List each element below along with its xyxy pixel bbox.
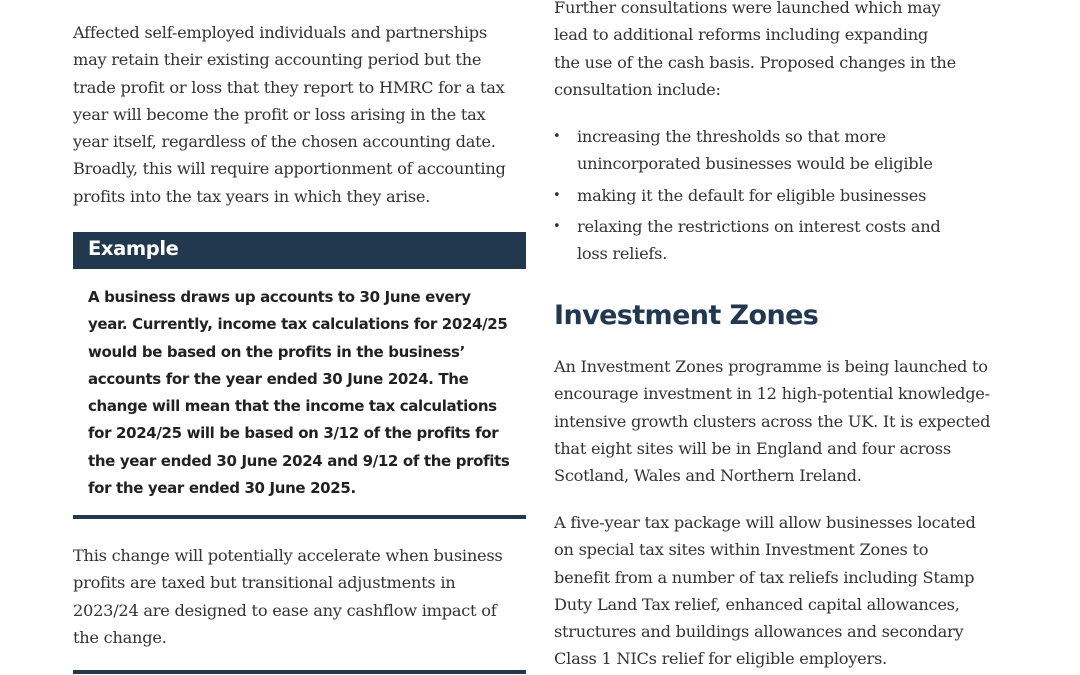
text-line: profits are taxed but transitional adjustments in	[73, 573, 456, 593]
consultation-paragraph	[554, 0, 956, 103]
text-line: loss reliefs.	[577, 244, 668, 264]
after-example-paragraph	[73, 542, 502, 651]
list-item	[553, 213, 941, 268]
text-line: the change.	[73, 627, 167, 647]
text-line: profits into the tax years in which they arise.	[73, 186, 431, 206]
text-line: This change will potentially accelerate when business	[73, 546, 503, 565]
text-line: for 2024/25 will be based on 3/12 of the profits for	[88, 424, 499, 443]
text-line: relaxing the restrictions on interest costs and	[577, 216, 941, 236]
text-line: making it the default for eligible businesses	[577, 185, 927, 205]
list-item-text	[577, 182, 941, 209]
bullet-icon: •	[553, 129, 561, 144]
proposed-changes-list	[553, 123, 941, 271]
list-item-text	[577, 213, 941, 268]
text-line: for the year ended 30 June 2025.	[88, 479, 356, 498]
text-line: Affected self-employed individuals and partnerships	[73, 23, 487, 42]
list-item	[553, 182, 941, 209]
example-bottom-divider	[73, 515, 526, 519]
text-line: 2023/24 are designed to ease any cashflow impact of	[73, 600, 497, 620]
text-line: Further consultations were launched which may	[554, 0, 941, 17]
text-line: lead to additional reforms including expanding	[554, 25, 929, 45]
text-line: the year ended 30 June 2024 and 9/12 of the profits	[88, 451, 510, 470]
text-line: on special tax sites within Investment Zones to	[554, 540, 929, 560]
text-line: year itself, regardless of the chosen accounting date.	[73, 132, 496, 152]
investment-zones-paragraph	[554, 353, 990, 489]
text-line: Duty Land Tax relief, enhanced capital allowances,	[554, 594, 960, 614]
text-line: structures and buildings allowances and secondary	[554, 622, 964, 642]
intro-paragraph	[73, 19, 506, 210]
text-line: year will become the profit or loss arising in the tax	[73, 104, 486, 124]
text-line: benefit from a number of tax reliefs including Stamp	[554, 567, 975, 587]
text-line: the use of the cash basis. Proposed changes in the	[554, 52, 956, 72]
text-line: A five-year tax package will allow businesses located	[554, 513, 976, 532]
text-line: increasing the thresholds so that more	[577, 127, 886, 146]
text-line: Broadly, this will require apportionment of accounting	[73, 159, 506, 179]
example-title: Example	[88, 237, 179, 260]
bullet-icon: •	[553, 218, 561, 234]
text-line: would be based on the profits in the business’	[88, 342, 465, 361]
text-line: A business draws up accounts to 30 June every	[88, 288, 471, 306]
list-item-text	[577, 123, 941, 178]
text-line: intensive growth clusters across the UK. It is expected	[554, 411, 991, 431]
list-item	[553, 123, 941, 178]
text-line: that eight sites will be in England and four across	[554, 438, 951, 458]
text-line: trade profit or loss that they report to HMRC for a tax	[73, 77, 505, 97]
text-line: accounts for the year ended 30 June 2024. The	[88, 369, 469, 388]
text-line: consultation include:	[554, 79, 721, 99]
example-header-bar	[73, 232, 526, 269]
text-line: may retain their existing accounting period but the	[73, 50, 482, 70]
text-line: change will mean that the income tax calculations	[88, 397, 497, 416]
example-body	[88, 284, 510, 502]
text-line: An Investment Zones programme is being launched to	[554, 357, 988, 376]
text-line: year. Currently, income tax calculations for 2024/25	[88, 315, 508, 334]
text-line: encourage investment in 12 high-potential knowledge-	[554, 384, 990, 404]
text-line: unincorporated businesses would be eligible	[577, 154, 933, 174]
bullet-icon: •	[553, 187, 561, 203]
text-line: Scotland, Wales and Northern Ireland.	[554, 466, 862, 486]
text-line: Class 1 NICs relief for eligible employers.	[554, 649, 887, 669]
tax-package-paragraph	[554, 509, 976, 673]
bottom-divider	[73, 670, 526, 674]
investment-zones-heading: Investment Zones	[554, 300, 819, 331]
